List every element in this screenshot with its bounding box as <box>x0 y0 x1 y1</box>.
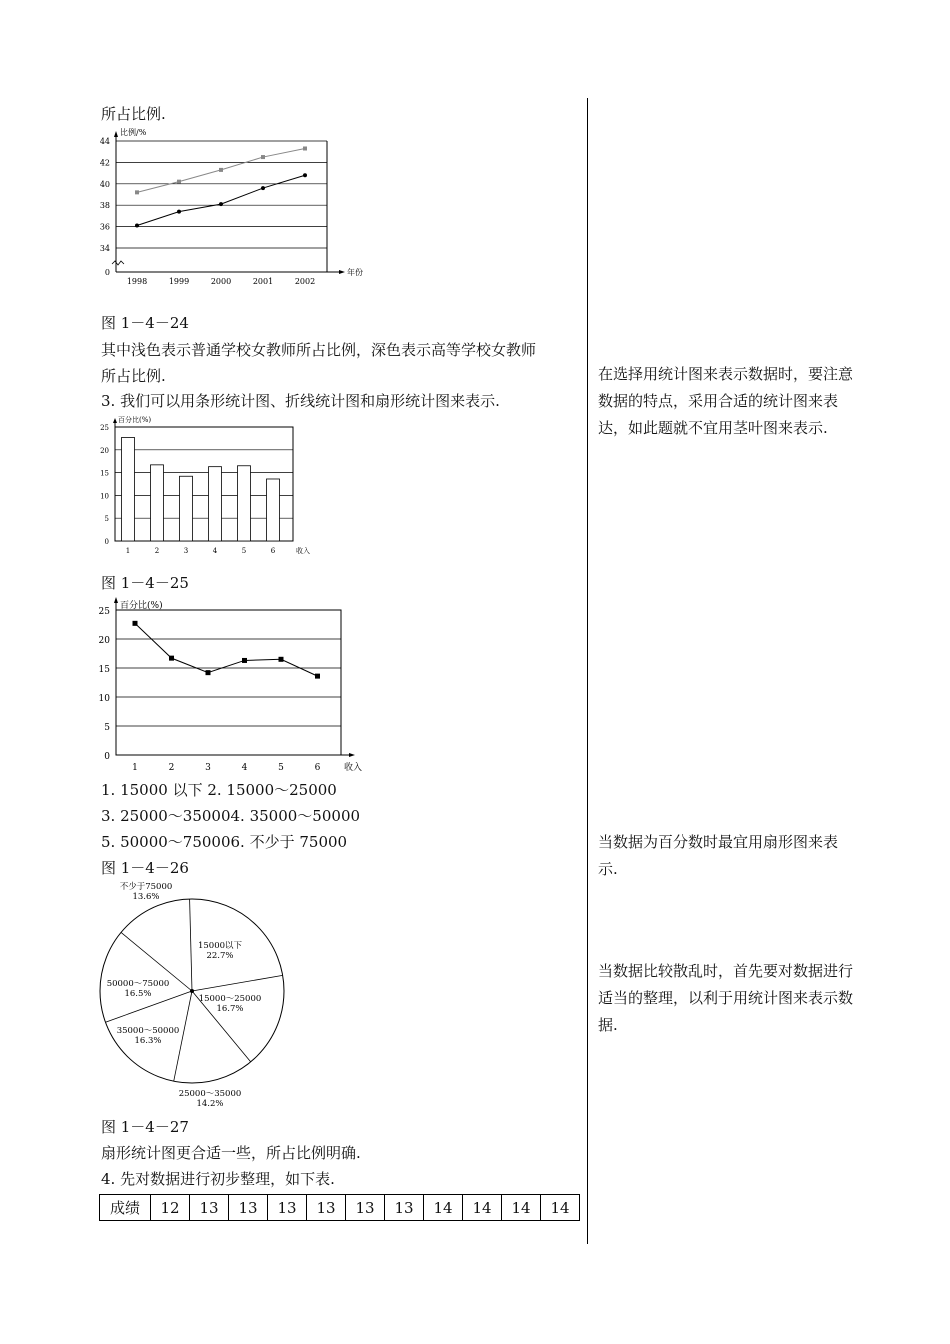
slice-percent-label: 14.2% <box>196 1099 224 1109</box>
income-legend-line2: 3. 25000～350004. 35000～50000 <box>101 807 361 825</box>
x-tick-label: 3 <box>205 763 211 773</box>
x-axis-arrow <box>339 270 345 274</box>
y-tick-label: 44 <box>99 137 110 146</box>
data-point <box>206 670 211 675</box>
x-tick-label: 6 <box>314 763 321 773</box>
slice-name-label: 50000～75000 <box>106 979 170 989</box>
x-tick-label: 1998 <box>126 277 148 286</box>
table-header-cell: 成绩 <box>100 1195 151 1221</box>
data-point <box>303 173 307 177</box>
data-point <box>303 146 307 150</box>
chart-income-pie <box>98 876 298 1116</box>
pie-center <box>190 989 194 993</box>
side-note-percentage: 当数据为百分数时最宜用扇形图来表示. <box>598 833 839 878</box>
bar <box>209 467 222 541</box>
y-axis-title: 百分比(%) <box>118 416 152 424</box>
x-tick-label: 1 <box>125 547 131 555</box>
y-axis-arrow <box>113 418 117 423</box>
score-table <box>99 1194 580 1221</box>
column-divider <box>587 98 588 1244</box>
slice-percent-label: 22.7% <box>206 951 234 961</box>
x-tick-label: 1 <box>132 763 138 773</box>
table-cell: 14 <box>541 1195 580 1221</box>
x-tick-label: 6 <box>270 547 276 555</box>
y-tick-label: 5 <box>104 723 110 733</box>
data-point <box>242 658 247 663</box>
data-point <box>315 674 320 679</box>
x-tick-label: 4 <box>241 763 248 773</box>
data-point <box>177 180 181 184</box>
table-cell: 13 <box>385 1195 424 1221</box>
axis-break-mark <box>112 261 124 265</box>
table-cell: 14 <box>463 1195 502 1221</box>
x-axis-title: 收入 <box>344 763 363 773</box>
y-tick-label: 0 <box>104 538 109 546</box>
series-line-higher-schools <box>137 175 305 225</box>
table-cell: 12 <box>151 1195 190 1221</box>
table-cell: 13 <box>229 1195 268 1221</box>
data-point <box>261 186 265 190</box>
y-tick-label: 0 <box>104 752 110 762</box>
x-tick-label: 2 <box>154 547 160 555</box>
intro-tail-text: 所占比例. <box>101 105 166 123</box>
y-tick-label: 40 <box>99 179 110 189</box>
y-axis-arrow <box>114 597 118 603</box>
y-tick-label: 25 <box>100 424 109 432</box>
y-tick-label: 20 <box>98 636 110 646</box>
table-cell: 14 <box>424 1195 463 1221</box>
x-tick-label: 1999 <box>168 277 190 286</box>
bar <box>238 466 251 541</box>
y-tick-label: 10 <box>98 694 110 704</box>
x-tick-label: 5 <box>278 763 284 773</box>
conclusion-text: 扇形统计图更合适一些，所占比例明确. <box>101 1144 361 1162</box>
side-note-organize-data: 当数据比较散乱时，首先要对数据进行适当的整理，以利于用统计图来表示数据. <box>598 962 854 1034</box>
bar <box>122 437 135 541</box>
x-tick-label: 2 <box>168 763 175 773</box>
plot-frame <box>116 610 341 755</box>
x-tick-label: 4 <box>212 547 218 555</box>
item-4-text: 4. 先对数据进行初步整理，如下表. <box>101 1170 335 1188</box>
slice-percent-label: 16.7% <box>216 1004 244 1014</box>
x-tick-label: 2001 <box>252 277 274 286</box>
x-axis-title: 年份 <box>347 268 363 277</box>
y-tick-label: 25 <box>98 607 110 617</box>
x-tick-label: 2002 <box>294 277 316 286</box>
slice-name-label: 15000以下 <box>197 941 243 951</box>
slice-name-label: 25000～35000 <box>178 1089 242 1099</box>
chart-income-bar <box>98 410 328 558</box>
y-tick-label: 20 <box>100 446 109 455</box>
data-point <box>135 190 139 194</box>
slice-name-label: 不少于75000 <box>119 882 173 892</box>
x-tick-label: 5 <box>241 547 247 555</box>
y-tick-label: 15 <box>98 665 110 675</box>
chart-income-line <box>98 593 378 773</box>
x-tick-label: 2000 <box>210 277 232 286</box>
bar <box>151 465 164 541</box>
figure-24-note-line1: 其中浅色表示普通学校女教师所占比例，深色表示高等学校女教师 <box>101 341 537 359</box>
bar <box>180 476 193 541</box>
slice-percent-label: 16.5% <box>124 989 152 999</box>
figure-24-caption: 图 1－4－24 <box>101 314 189 332</box>
bar <box>267 479 280 541</box>
y-tick-label: 36 <box>99 222 110 232</box>
data-point <box>133 621 138 626</box>
table-cell: 13 <box>190 1195 229 1221</box>
figure-24-note-line2: 所占比例. <box>101 367 166 385</box>
item-3-text: 3. 我们可以用条形统计图、折线统计图和扇形统计图来表示. <box>101 392 500 410</box>
data-point <box>135 224 139 228</box>
table-cell: 13 <box>268 1195 307 1221</box>
chart-female-teacher-ratio <box>98 124 363 288</box>
x-tick-label: 3 <box>183 547 189 555</box>
x-axis-title: 收入 <box>296 547 310 555</box>
y-tick-label: 38 <box>99 201 110 211</box>
x-axis-arrow <box>349 753 355 757</box>
y-tick-label: 15 <box>100 469 109 478</box>
y-axis-title: 百分比(%) <box>120 601 163 611</box>
data-point <box>177 210 181 214</box>
y-tick-label: 5 <box>104 515 109 524</box>
y-tick-label: 42 <box>99 158 110 168</box>
income-legend-line1: 1. 15000 以下 2. 15000～25000 <box>101 781 337 799</box>
income-legend-line3: 5. 50000～750006. 不少于 75000 <box>101 833 348 851</box>
figure-27-caption: 图 1－4－27 <box>101 1118 189 1136</box>
data-point <box>261 155 265 159</box>
slice-name-label: 35000～50000 <box>116 1026 180 1036</box>
figure-25-caption: 图 1－4－25 <box>101 574 189 592</box>
y-tick-label: 10 <box>100 492 109 501</box>
table-cell: 14 <box>502 1195 541 1221</box>
side-note-chart-choice: 在选择用统计图来表示数据时，要注意数据的特点，采用合适的统计图来表达，如此题就不宜用茎叶图来表示. <box>598 365 854 437</box>
data-point <box>219 202 223 206</box>
y-tick-label: 0 <box>104 268 110 277</box>
figure-26-caption: 图 1－4－26 <box>101 859 189 877</box>
slice-percent-label: 16.3% <box>134 1036 162 1046</box>
data-point <box>169 656 174 661</box>
slice-name-label: 15000～25000 <box>198 994 262 1004</box>
data-point <box>219 168 223 172</box>
table-cell: 13 <box>346 1195 385 1221</box>
table-cell: 13 <box>307 1195 346 1221</box>
y-axis-title: 比例/% <box>120 128 147 137</box>
slice-percent-label: 13.6% <box>132 892 160 902</box>
table-row <box>100 1195 580 1221</box>
y-tick-label: 34 <box>99 244 110 253</box>
data-point <box>279 657 284 662</box>
